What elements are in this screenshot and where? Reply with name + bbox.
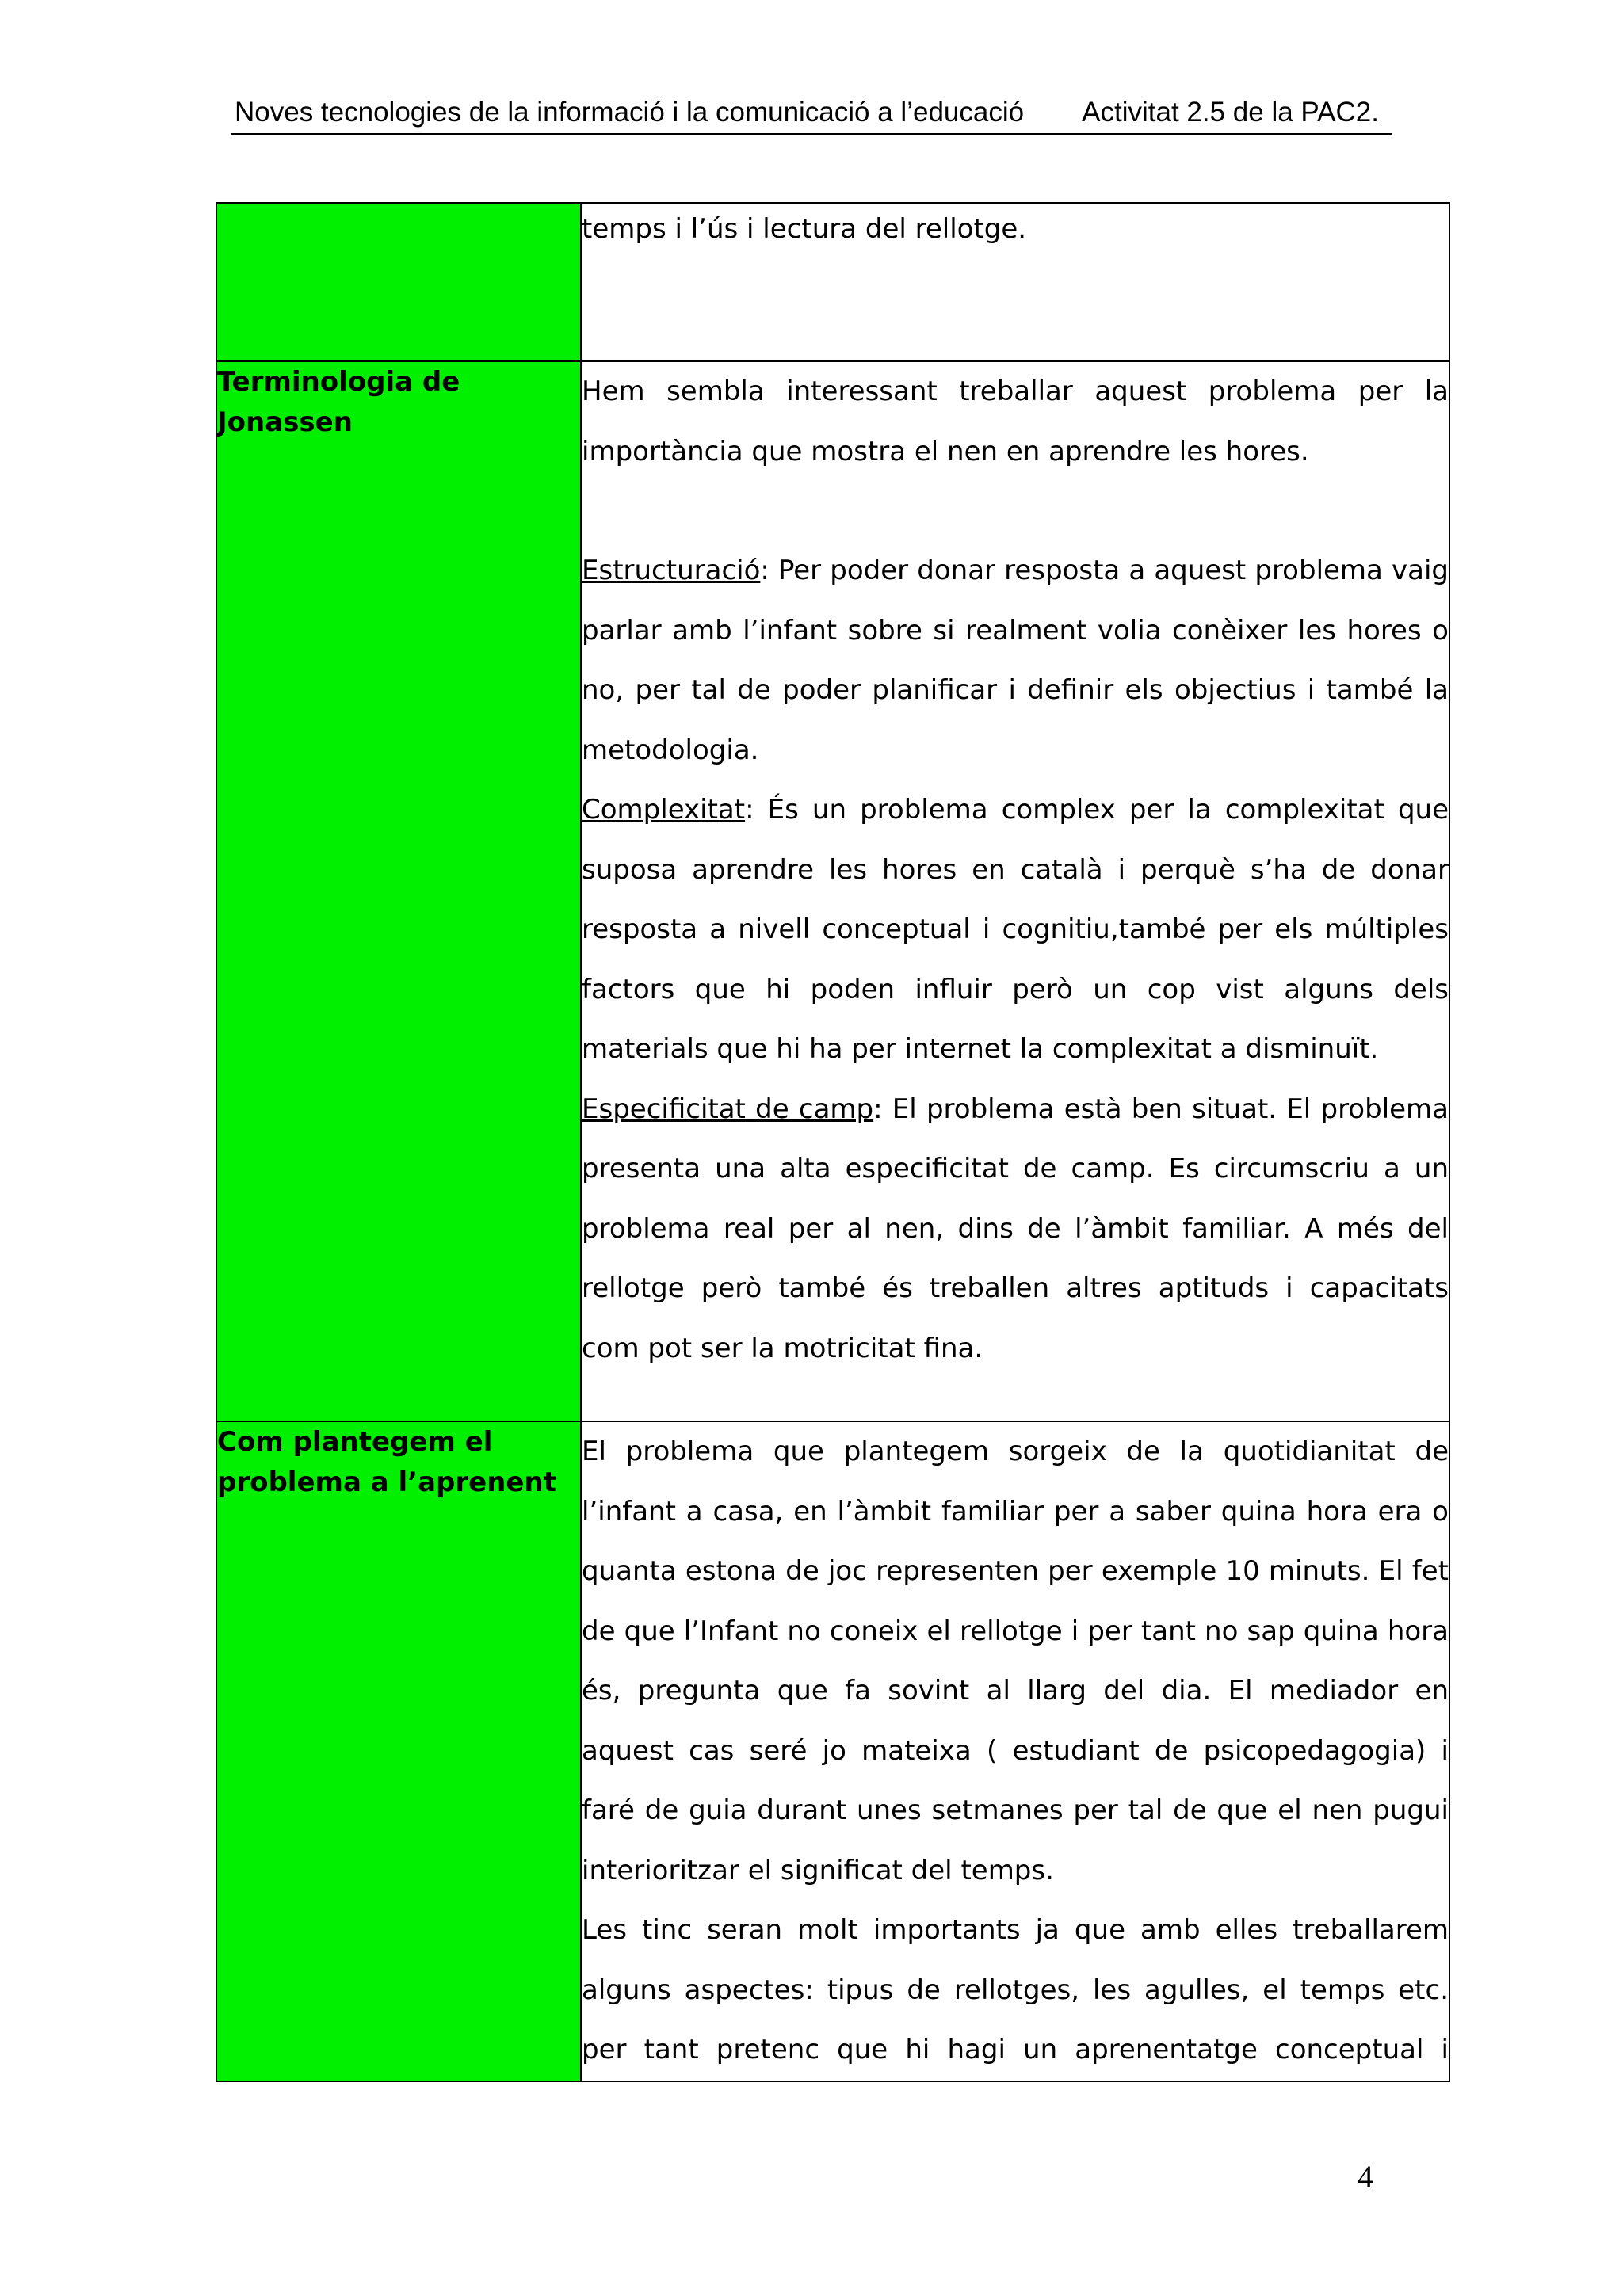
table-row (216, 1421, 1449, 2081)
table-row (216, 361, 1449, 1421)
section-text: : Per poder donar resposta a aquest problema vaig parlar amb l’infant sobre si realment volia conèixer les hores o no, per tal de poder planificar i definir els objectius i també la metodologia. (582, 555, 1449, 766)
paragraph: El problema que plantegem sorgeix de la quotidianitat de l’infant a casa, en l’àmbit familiar per a saber quina hora era o quanta estona de joc representen per exemple 10 minuts. El fet de que l’Infant no coneix el rellotge i per tant no sap quina hora és, pregunta que fa sovint al llarg del dia. El mediador en aquest cas seré jo mateixa ( estudiant de psicopedagogia) i faré de guia durant unes setmanes per tal de que el nen pugui interioritzar el significat del temps. (582, 1436, 1449, 1886)
section-paragraph (582, 541, 1449, 780)
paragraph: Hem sembla interessant treballar aquest problema per la importància que mostra el nen en aprendre les hores. (582, 376, 1449, 467)
row-label: Com plantegem el problema a l’aprenent (216, 1421, 581, 2081)
section-text: : És un problema complex per la complexitat que suposa aprendre les hores en català i perquè s’ha de donar resposta a nivell conceptual i cognitiu,també per els múltiples factors que hi poden influir però un cop vist alguns dels materials que hi ha per internet la complexitat a disminuït. (582, 794, 1449, 1065)
paragraph: temps i l’ús i lectura del rellotge. (582, 213, 1027, 245)
row-label (216, 203, 581, 361)
section-title: Especificitat de camp (582, 1093, 874, 1125)
row-content (581, 361, 1449, 1421)
row-content (581, 203, 1449, 361)
row-content (581, 1421, 1449, 2081)
table-row (216, 203, 1449, 361)
header-course-title: Noves tecnologies de la informació i la comunicació a l’educació (235, 97, 1025, 128)
section-title: Estructuració (582, 555, 761, 586)
row-label: Terminologia de Jonassen (216, 361, 581, 1421)
section-paragraph (582, 780, 1449, 1080)
page-number: 4 (1358, 2159, 1373, 2195)
section-text: : El problema està ben situat. El problema presenta una alta especificitat de camp. Es circumscriu a un problema real per al nen, dins de l’àmbit familiar. A més del rellotge però també és treballen altres aptituds i capacitats com pot ser la motricitat fina. (582, 1093, 1449, 1364)
page-header (231, 93, 1392, 135)
content-table (216, 202, 1450, 2082)
spacer (582, 482, 1449, 541)
paragraph: Les tinc seran molt importants ja que amb elles treballarem alguns aspectes: tipus de rellotges, les agulles, el temps etc. per tant pretenc que hi hagi un aprenentatge conceptual i (582, 1914, 1449, 2065)
section-title: Complexitat (582, 794, 746, 826)
header-activity-title: Activitat 2.5 de la PAC2. (1082, 97, 1379, 128)
section-paragraph (582, 1080, 1449, 1379)
